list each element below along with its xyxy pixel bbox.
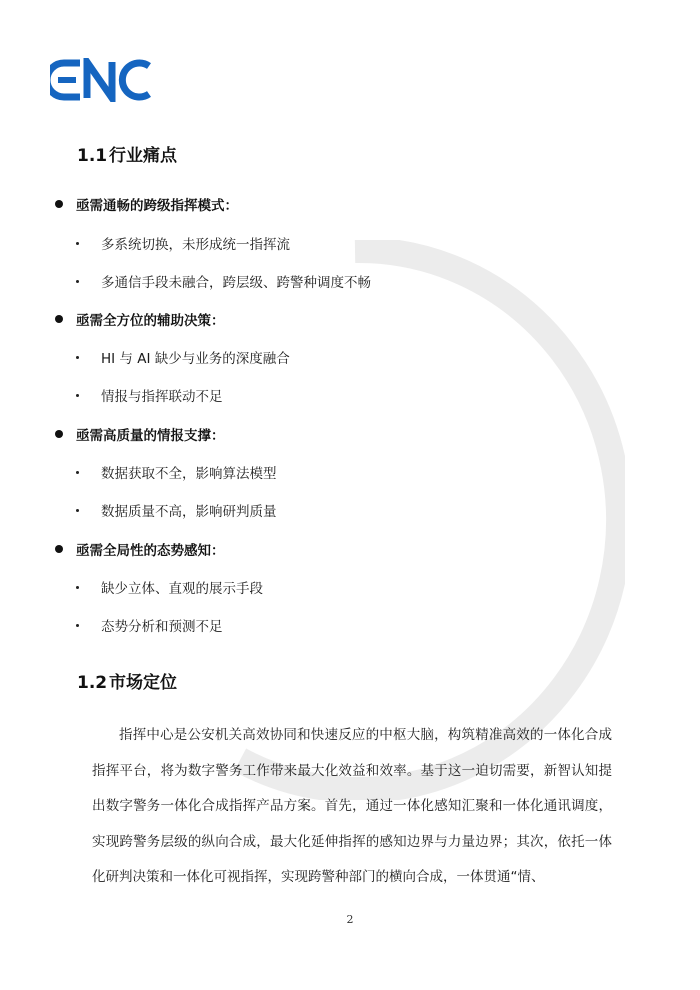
list-item-heading: 亟需高质量的情报支撑： bbox=[76, 428, 225, 444]
sub-list-item-text: HI 与 AI 缺少与业务的深度融合 bbox=[101, 351, 290, 367]
sub-list-item bbox=[76, 462, 277, 482]
section-number: 1.2 bbox=[77, 673, 108, 693]
sub-list-item-text: 缺少立体、直观的展示手段 bbox=[101, 581, 263, 597]
enc-logo bbox=[50, 58, 152, 102]
sub-list-item-text: 数据质量不高，影响研判质量 bbox=[101, 504, 277, 520]
small-bullet-icon bbox=[76, 471, 79, 474]
sub-list-item bbox=[76, 347, 290, 367]
sub-list-item bbox=[76, 615, 223, 635]
small-bullet-icon bbox=[76, 394, 79, 397]
section-title-2 bbox=[77, 668, 177, 693]
bullet-icon bbox=[55, 200, 63, 208]
small-bullet-icon bbox=[76, 242, 79, 245]
sub-list-item-text: 数据获取不全，影响算法模型 bbox=[101, 466, 277, 482]
bullet-icon bbox=[55, 315, 63, 323]
sub-list-item-text: 多通信手段未融合，跨层级、跨警种调度不畅 bbox=[101, 275, 371, 291]
small-bullet-icon bbox=[76, 356, 79, 359]
body-paragraph: 指挥中心是公安机关高效协同和快速反应的中枢大脑，构筑精准高效的一体化合成指挥平台，将为数字警务工作带来最大化效益和效率。基于这一迫切需要，新智认知提出数字警务一体化合成指挥产品方案。首先，通过一体化感知汇聚和一体化通讯调度，实现跨警务层级的纵向合成，最大化延伸指挥的感知边界与力量边界；其次，依托一体化研判决策和一体化可视指挥，实现跨警种部门的横向合成，一体贯通“情、 bbox=[92, 727, 612, 885]
section-number: 1.1 bbox=[77, 146, 108, 166]
list-item-heading: 亟需全方位的辅助决策： bbox=[76, 313, 225, 329]
list-item-heading: 亟需通畅的跨级指挥模式： bbox=[76, 198, 238, 214]
section-title-1 bbox=[77, 141, 177, 166]
section-title-text: 市场定位 bbox=[109, 673, 177, 693]
sub-list-item-text: 态势分析和预测不足 bbox=[101, 619, 223, 635]
list-item bbox=[55, 309, 225, 329]
sub-list-item bbox=[76, 577, 263, 597]
list-item bbox=[55, 539, 225, 559]
small-bullet-icon bbox=[76, 624, 79, 627]
sub-list-item-text: 情报与指挥联动不足 bbox=[101, 389, 223, 405]
watermark-ring-icon bbox=[180, 240, 625, 800]
sub-list-item bbox=[76, 233, 290, 253]
page-number: 2 bbox=[346, 913, 354, 926]
sub-list-item-text: 多系统切换，未形成统一指挥流 bbox=[101, 237, 290, 253]
small-bullet-icon bbox=[76, 280, 79, 283]
small-bullet-icon bbox=[76, 586, 79, 589]
list-item-heading: 亟需全局性的态势感知： bbox=[76, 543, 225, 559]
sub-list-item bbox=[76, 500, 277, 520]
list-item bbox=[55, 424, 225, 444]
sub-list-item bbox=[76, 385, 223, 405]
sub-list-item bbox=[76, 271, 371, 291]
bullet-icon bbox=[55, 545, 63, 553]
section-title-text: 行业痛点 bbox=[109, 146, 177, 166]
small-bullet-icon bbox=[76, 509, 79, 512]
bullet-icon bbox=[55, 430, 63, 438]
list-item bbox=[55, 194, 238, 214]
